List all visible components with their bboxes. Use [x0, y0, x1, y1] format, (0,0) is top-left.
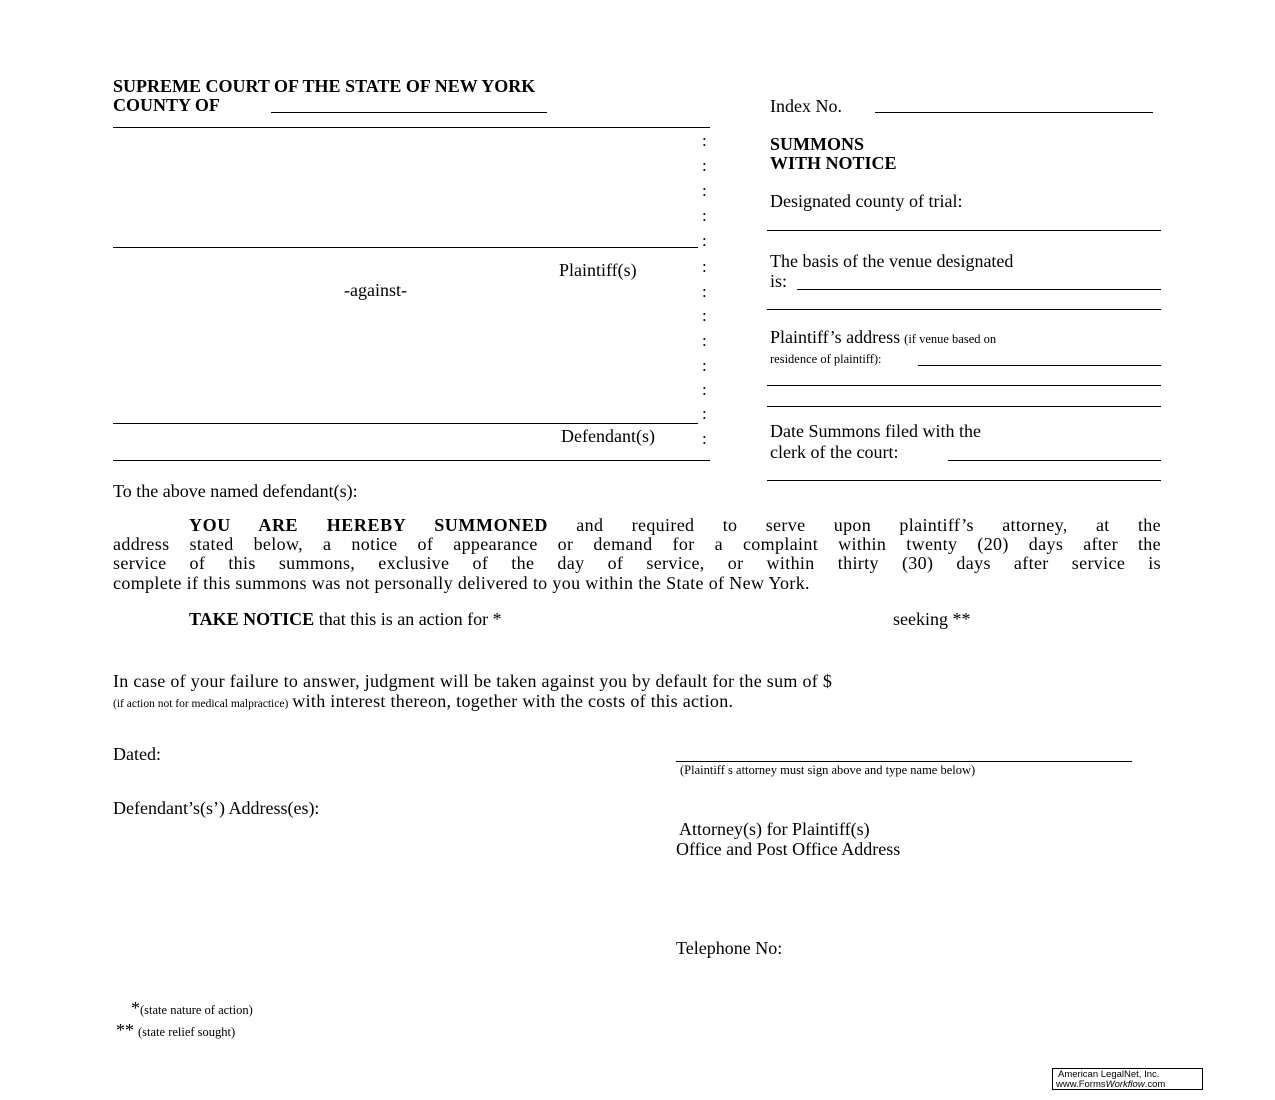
venue-basis-label-2: is: — [770, 271, 788, 291]
take-notice-rest: that this is an action for * — [318, 609, 502, 629]
publisher-logo — [1052, 1068, 1203, 1090]
caption-colon: : — [702, 306, 707, 325]
publisher-url — [1056, 1080, 1199, 1090]
defendant-label: Defendant(s) — [561, 426, 655, 446]
defendant-name-field[interactable] — [113, 423, 698, 424]
caption-colon: : — [702, 404, 707, 423]
caption-colon: : — [702, 181, 707, 200]
dated-label: Dated: — [113, 744, 161, 764]
default-sentence-2 — [113, 691, 733, 712]
summons-paragraph-line4: complete if this summons was not personally delivered to you within the State of New York. — [113, 573, 810, 593]
attorney-label: Attorney(s) for Plaintiff(s) — [679, 819, 870, 839]
defendant-address-label: Defendant’s(s’) Address(es): — [113, 798, 320, 818]
publisher-url-a: www.Forms — [1056, 1079, 1106, 1090]
summons-paragraph-line2: address stated below, a notice of appearance or demand for a complaint within twenty (20) days after the — [113, 534, 1161, 554]
venue-basis-field-2[interactable] — [767, 309, 1161, 310]
summons-bold: YOU ARE HEREBY SUMMONED — [189, 515, 548, 535]
plaintiff-address-note-2: residence of plaintiff): — [770, 352, 882, 366]
publisher-url-c: .com — [1144, 1079, 1166, 1090]
against-label: -against- — [344, 280, 407, 300]
caption-colon: : — [702, 282, 707, 301]
county-field[interactable] — [271, 112, 547, 113]
signature-note: (Plaintiff s attorney must sign above and type name below) — [680, 763, 976, 777]
caption-top-rule — [113, 127, 710, 128]
office-address-label: Office and Post Office Address — [676, 839, 901, 859]
summons-paragraph-line3: service of this summons, exclusive of the day of service, or within thirty (30) days after service is — [113, 553, 1161, 573]
footnote-double-star: ** — [116, 1020, 134, 1040]
telephone-label: Telephone No: — [676, 938, 783, 958]
date-filed-label: Date Summons filed with the — [770, 421, 981, 441]
court-title: SUPREME COURT OF THE STATE OF NEW YORK — [113, 76, 536, 96]
attorney-signature-field[interactable] — [676, 761, 1132, 762]
footnote-star: * — [131, 998, 140, 1018]
default-note: (if action not for medical malpractice) — [113, 698, 289, 710]
county-label: COUNTY OF — [113, 95, 220, 115]
caption-colon: : — [702, 206, 707, 225]
caption-colon: : — [702, 131, 707, 150]
default-sentence: In case of your failure to answer, judgment will be taken against you by default for the sum of $ — [113, 671, 833, 691]
caption-bottom-rule — [113, 460, 710, 461]
footnote-1-text: (state nature of action) — [140, 1003, 253, 1017]
designated-county-label: Designated county of trial: — [770, 191, 963, 211]
document-title: SUMMONS — [770, 134, 864, 154]
publisher-name: American LegalNet, Inc. — [1058, 1069, 1160, 1080]
caption-colon: : — [702, 356, 707, 375]
summons-line1-rest: and required to serve upon plaintiff’s attorney, at the — [576, 515, 1161, 535]
caption-colon: : — [702, 429, 707, 448]
index-no-label: Index No. — [770, 96, 842, 116]
salutation: To the above named defendant(s): — [113, 481, 358, 501]
caption-colon: : — [702, 156, 707, 175]
caption-colon: : — [702, 257, 707, 276]
caption-colon: : — [702, 231, 707, 250]
take-notice-line — [189, 609, 502, 630]
plaintiff-address-label — [770, 327, 996, 348]
plaintiff-address-text: Plaintiff’s address — [770, 327, 901, 347]
caption-colon: : — [702, 380, 707, 399]
footnote-2-text: (state relief sought) — [138, 1025, 236, 1039]
take-notice-bold: TAKE NOTICE — [189, 609, 315, 629]
plaintiff-name-field[interactable] — [113, 247, 698, 248]
date-filed-field-2[interactable] — [767, 480, 1161, 481]
plaintiff-address-field[interactable] — [918, 365, 1161, 366]
venue-basis-field[interactable] — [797, 289, 1161, 290]
document-subtitle: WITH NOTICE — [770, 153, 897, 173]
date-filed-label-2: clerk of the court: — [770, 442, 899, 462]
designated-county-field[interactable] — [767, 230, 1161, 231]
publisher-url-b: Workflow — [1105, 1079, 1145, 1090]
default-line2-rest: with interest thereon, together with the costs of this action. — [292, 691, 734, 711]
plaintiff-label: Plaintiff(s) — [559, 260, 637, 280]
summons-paragraph-line1 — [189, 516, 1161, 535]
index-no-field[interactable] — [875, 112, 1153, 113]
plaintiff-address-field-3[interactable] — [767, 406, 1161, 407]
plaintiff-address-note: (if venue based on — [904, 332, 997, 346]
seeking-label: seeking ** — [893, 609, 971, 629]
caption-colon: : — [702, 331, 707, 350]
plaintiff-address-field-2[interactable] — [767, 385, 1161, 386]
footnote-1 — [131, 998, 253, 1019]
date-filed-field[interactable] — [948, 460, 1161, 461]
footnote-2 — [116, 1020, 235, 1041]
venue-basis-label: The basis of the venue designated — [770, 251, 1014, 271]
